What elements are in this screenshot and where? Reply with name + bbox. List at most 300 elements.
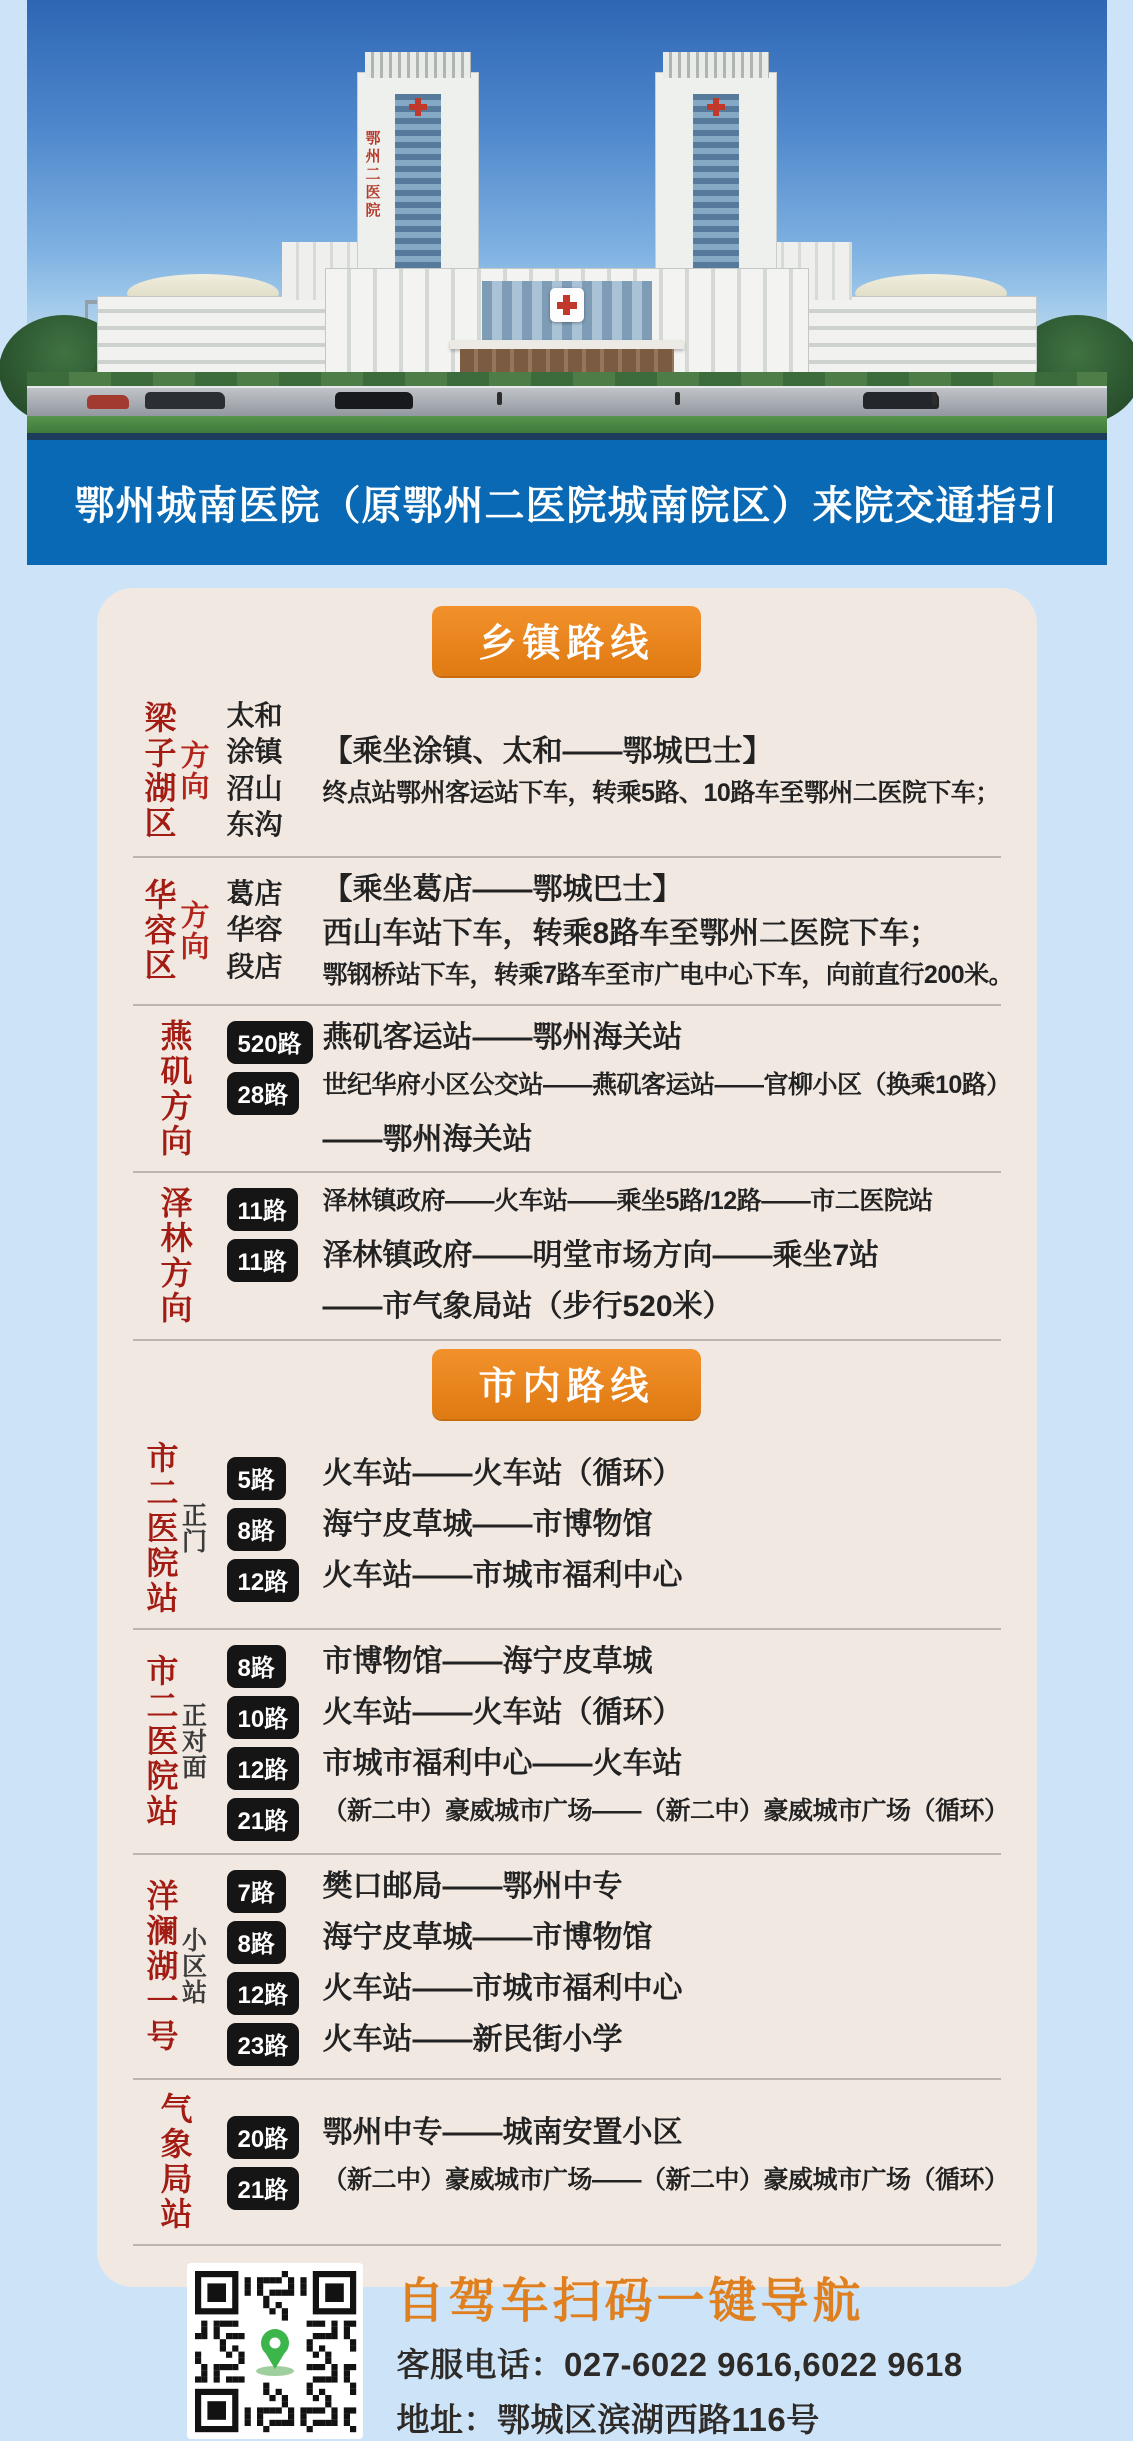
- route-text: [323, 1018, 683, 1058]
- tower-crown: [663, 52, 769, 78]
- text-segment: 、: [679, 779, 704, 807]
- route-rows: [227, 1185, 1011, 1327]
- route-row: [227, 1642, 1011, 1688]
- qr-module: [319, 2364, 325, 2370]
- footer-title: 自驾车扫码一键导航: [397, 2262, 963, 2331]
- qr-module: [325, 2284, 344, 2303]
- qr-module: [325, 2377, 331, 2383]
- tower-sign-text: 鄂州二医院: [362, 130, 383, 220]
- qr-module: [263, 2296, 269, 2302]
- qr-module: [306, 2346, 312, 2352]
- route-number: 8路: [593, 917, 640, 950]
- badge-cell: [227, 1018, 323, 1064]
- route-badge: 28路: [227, 1072, 300, 1115]
- route-row: [227, 1556, 1011, 1602]
- qr-module: [201, 2327, 207, 2333]
- route-text: [323, 1693, 683, 1733]
- qr-module: [343, 2364, 349, 2370]
- route-text: [323, 1069, 1011, 1102]
- qr-module: [325, 2352, 331, 2358]
- qr-module: [238, 2352, 244, 2358]
- qr-module: [350, 2364, 356, 2370]
- qr-module: [213, 2321, 219, 2327]
- text-segment: 鄂州中专——城南安置小区: [323, 2116, 683, 2149]
- qr-module: [269, 2420, 275, 2426]
- qr-module: [281, 2395, 287, 2401]
- qr-module: [269, 2395, 275, 2401]
- text-segment: 西山车站下车，转乘: [323, 917, 593, 950]
- qr-module: [331, 2333, 337, 2339]
- divider: [133, 2244, 1001, 2246]
- badge-cell: [227, 1642, 323, 1688]
- qr-module: [275, 2408, 281, 2414]
- route-badge: 11路: [227, 1239, 298, 1282]
- route-text: [323, 1120, 533, 1160]
- location-label: 洋澜湖一号: [145, 1879, 177, 2054]
- qr-module: [306, 2364, 312, 2370]
- qr-module: [257, 2414, 263, 2420]
- route-badge: 8路: [227, 1645, 286, 1688]
- qr-module: [219, 2364, 225, 2370]
- qr-module: [312, 2420, 318, 2426]
- divider: [133, 1853, 1001, 1855]
- route-text: [323, 959, 1014, 992]
- qr-module: [331, 2420, 337, 2426]
- badge-cell: [227, 1556, 323, 1602]
- route-text: [323, 777, 1000, 810]
- qr-module: [319, 2408, 325, 2414]
- qr-module: [201, 2321, 207, 2327]
- divider: [133, 1628, 1001, 1630]
- destination-label: 段店: [227, 949, 323, 985]
- qr-module: [219, 2321, 225, 2327]
- direction-label: 正对面: [180, 1702, 205, 1780]
- qr-module: [226, 2352, 232, 2358]
- destination-label: 葛店: [227, 876, 323, 912]
- route-row: [227, 1454, 1011, 1500]
- qr-module: [195, 2333, 201, 2339]
- label-zone: [123, 701, 227, 841]
- qr-module: [232, 2377, 238, 2383]
- text-segment: （新二中）豪威城市广场——（新二中）豪威城市广场（循环）: [323, 1797, 1009, 1825]
- location-label: 市二医院站: [145, 1441, 177, 1616]
- red-cross-icon: [409, 98, 427, 116]
- qr-module: [263, 2302, 269, 2308]
- route-block: [123, 1173, 1011, 1339]
- direction-label: 正门: [180, 1502, 205, 1554]
- qr-module: [350, 2321, 356, 2327]
- text-segment: 世纪华府小区公交站——燕矶客运站——官柳小区（换乘10路）: [323, 1071, 1011, 1099]
- label-zone: [123, 1186, 227, 1326]
- route-row: [227, 2020, 1011, 2066]
- qr-module: [306, 2408, 312, 2414]
- route-text: [323, 870, 683, 910]
- qr-module: [288, 2290, 294, 2296]
- route-block: [123, 1855, 1011, 2078]
- qr-module: [281, 2271, 287, 2277]
- qr-module: [226, 2377, 232, 2383]
- qr-module: [213, 2327, 219, 2333]
- divider: [133, 1171, 1001, 1173]
- text-segment: ——鄂州海关站: [323, 1123, 533, 1156]
- qr-module: [263, 2278, 269, 2284]
- badge-cell: [227, 1120, 323, 1123]
- text-segment: 海宁皮草城——市博物馆: [323, 1921, 653, 1954]
- qr-module: [213, 2371, 219, 2377]
- route-number: 【乘坐涂镇、太和——鄂城巴士】: [323, 735, 773, 768]
- route-text: [323, 1287, 733, 1327]
- qr-module: [281, 2290, 287, 2296]
- car: [145, 392, 225, 409]
- text-segment: 火车站——火车站（循环）: [323, 1457, 683, 1490]
- qr-module: [195, 2358, 201, 2364]
- qr-module: [232, 2364, 238, 2370]
- qr-module: [281, 2309, 287, 2315]
- route-row: [227, 1287, 1011, 1327]
- text-segment: 鄂钢桥站下车，转乘: [323, 961, 544, 989]
- text-segment: 泽林镇政府——火车站——乘坐: [323, 1187, 666, 1215]
- badge-cell: [227, 1069, 323, 1115]
- route-row: [227, 1505, 1011, 1551]
- route-block: [123, 1630, 1011, 1853]
- qr-module: [232, 2333, 238, 2339]
- qr-module: [219, 2340, 225, 2346]
- qr-module: [343, 2377, 349, 2383]
- qr-module: [226, 2333, 232, 2339]
- qr-module: [226, 2321, 232, 2327]
- qr-module: [257, 2290, 263, 2296]
- qr-code: [187, 2263, 363, 2439]
- qr-module: [300, 2408, 306, 2414]
- route-rows: [323, 732, 1011, 810]
- route-text: [323, 1185, 933, 1218]
- qr-module: [319, 2420, 325, 2426]
- text-segment: 车至市广电中心下车，向前直行200米。: [581, 961, 1013, 989]
- route-row: [227, 1867, 1011, 1913]
- qr-module: [263, 2426, 269, 2432]
- qr-module: [213, 2333, 219, 2339]
- qr-module: [312, 2321, 318, 2327]
- qr-module: [257, 2278, 263, 2284]
- route-badge: 10路: [227, 1696, 300, 1739]
- route-text: [323, 1236, 880, 1276]
- qr-module: [201, 2364, 207, 2370]
- route-number: 【乘坐葛店——鄂城巴士】: [323, 873, 683, 906]
- qr-module: [275, 2290, 281, 2296]
- badge-cell: [227, 1454, 323, 1500]
- qr-module: [319, 2333, 325, 2339]
- route-text: [323, 2113, 683, 2153]
- route-row: [227, 1969, 1011, 2015]
- route-row: [227, 1236, 1011, 1282]
- red-cross-icon: [550, 288, 584, 322]
- qr-module: [238, 2358, 244, 2364]
- route-row: [323, 732, 1011, 772]
- qr-module: [350, 2408, 356, 2414]
- badge-cell: [227, 1693, 323, 1739]
- tower-crown: [365, 52, 471, 78]
- location-label: 市二医院站: [145, 1654, 177, 1829]
- route-row: [227, 1069, 1011, 1115]
- destination-label: 太和: [227, 698, 323, 734]
- qr-module: [343, 2333, 349, 2339]
- route-badge: 20路: [227, 2116, 300, 2159]
- qr-module: [325, 2395, 331, 2401]
- qr-module: [312, 2408, 318, 2414]
- qr-module: [343, 2371, 349, 2377]
- route-row: [227, 1693, 1011, 1739]
- divider: [133, 856, 1001, 858]
- text-segment: 车至鄂州二医院下车；: [639, 917, 939, 950]
- location-label: 梁子湖区: [143, 701, 175, 841]
- pedestrian: [497, 392, 502, 405]
- qr-module: [213, 2377, 219, 2383]
- hospital-podium: [325, 268, 809, 386]
- qr-module: [343, 2408, 349, 2414]
- destination-list: [227, 698, 323, 844]
- route-badge: 8路: [227, 1921, 286, 1964]
- qr-module: [288, 2408, 294, 2414]
- destination-label: 沼山: [227, 771, 323, 807]
- entrance-canopy: [450, 340, 684, 349]
- route-text: [323, 1505, 653, 1545]
- qr-module: [238, 2333, 244, 2339]
- qr-module: [306, 2340, 312, 2346]
- qr-module: [350, 2383, 356, 2389]
- route-block: [123, 1006, 1011, 1172]
- location-label: 燕矶方向: [159, 1019, 191, 1159]
- qr-module: [269, 2290, 275, 2296]
- destination-label: 东沟: [227, 807, 323, 843]
- route-text: [323, 2164, 1009, 2197]
- route-row: [323, 777, 1011, 810]
- qr-module: [257, 2284, 263, 2290]
- route-badge: 21路: [227, 1798, 300, 1841]
- text-segment: ——市二医院站: [761, 1187, 933, 1215]
- qr-module: [300, 2290, 306, 2296]
- route-row: [227, 2113, 1011, 2159]
- qr-module: [343, 2420, 349, 2426]
- qr-module: [325, 2420, 331, 2426]
- text-segment: 海宁皮草城——市博物馆: [323, 1508, 653, 1541]
- qr-module: [269, 2278, 275, 2284]
- qr-module: [306, 2321, 312, 2327]
- badge-cell: [227, 1236, 323, 1282]
- qr-module: [312, 2395, 318, 2401]
- text-segment: 火车站——市城市福利中心: [323, 1559, 683, 1592]
- qr-module: [331, 2377, 337, 2383]
- qr-module: [207, 2402, 226, 2421]
- qr-module: [244, 2408, 250, 2414]
- route-block: [123, 858, 1011, 1004]
- text-segment: 燕矶客运站——鄂州海关站: [323, 1021, 683, 1054]
- qr-module: [319, 2377, 325, 2383]
- route-text: [323, 1918, 653, 1958]
- qr-module: [238, 2377, 244, 2383]
- route-badge: 23路: [227, 2023, 300, 2066]
- qr-module: [263, 2383, 269, 2389]
- direction-label: 方向: [178, 900, 207, 962]
- text-segment: 终点站鄂州客运站下车，转乘: [323, 779, 642, 807]
- car: [335, 392, 413, 409]
- label-zone: [123, 1654, 227, 1829]
- route-row: [227, 1120, 1011, 1160]
- qr-module: [343, 2321, 349, 2327]
- qr-module: [312, 2377, 318, 2383]
- qr-module: [331, 2364, 337, 2370]
- qr-module: [350, 2389, 356, 2395]
- label-zone: [123, 2092, 227, 2232]
- location-label: 泽林方向: [159, 1186, 191, 1326]
- qr-module: [244, 2290, 250, 2296]
- pedestrian: [932, 392, 937, 405]
- route-text: [323, 1867, 623, 1907]
- badge-cell: [227, 1918, 323, 1964]
- qr-module: [213, 2364, 219, 2370]
- text-segment: （新二中）豪威城市广场——（新二中）豪威城市广场（循环）: [323, 2166, 1009, 2194]
- footer-text: [397, 2262, 963, 2441]
- badge-cell: [227, 2113, 323, 2159]
- text-segment: 樊口邮局——鄂州中专: [323, 1870, 623, 1903]
- badge-cell: [227, 2164, 323, 2210]
- text-segment: 火车站——火车站（循环）: [323, 1696, 683, 1729]
- route-row: [323, 914, 1011, 954]
- divider: [133, 1339, 1001, 1341]
- qr-module: [195, 2352, 201, 2358]
- section-header: 市内路线: [432, 1349, 700, 1419]
- route-badge: 21路: [227, 2167, 300, 2210]
- route-text: [323, 1454, 683, 1494]
- route-rows: [227, 2113, 1011, 2210]
- qr-module: [244, 2278, 250, 2284]
- qr-module: [288, 2420, 294, 2426]
- address-line: 地址：鄂城区滨湖西路116号: [397, 2394, 963, 2441]
- qr-module: [257, 2420, 263, 2426]
- label-zone: [123, 1441, 227, 1616]
- qr-module: [325, 2402, 331, 2408]
- qr-module: [331, 2321, 337, 2327]
- route-number: 5路: [641, 779, 679, 807]
- qr-module: [306, 2426, 312, 2432]
- qr-module: [263, 2408, 269, 2414]
- qr-module: [244, 2284, 250, 2290]
- pedestrian: [675, 392, 680, 405]
- grass-strip: [27, 416, 1107, 433]
- qr-module: [312, 2364, 318, 2370]
- text-segment: 市城市福利中心——火车站: [323, 1747, 683, 1780]
- route-rows: [227, 1867, 1011, 2066]
- route-block: [123, 686, 1011, 856]
- route-block: [123, 1429, 1011, 1628]
- route-row: [227, 1918, 1011, 1964]
- text-segment: 车至鄂州二医院下车；: [755, 779, 1000, 807]
- route-badge: 8路: [227, 1508, 286, 1551]
- route-rows: [227, 1454, 1011, 1602]
- qr-module: [281, 2402, 287, 2408]
- location-pin-icon: [269, 2338, 280, 2349]
- text-segment: ——市气象局站（步行520米）: [323, 1290, 733, 1323]
- qr-module: [201, 2377, 207, 2383]
- qr-module: [343, 2414, 349, 2420]
- qr-module: [232, 2321, 238, 2327]
- qr-module: [331, 2371, 337, 2377]
- badge-cell: [227, 1287, 323, 1290]
- route-row: [227, 1795, 1011, 1841]
- qr-module: [263, 2389, 269, 2395]
- qr-module: [306, 2389, 312, 2395]
- divider: [133, 2078, 1001, 2080]
- qr-module: [319, 2389, 325, 2395]
- qr-module: [232, 2346, 238, 2352]
- qr-module: [275, 2389, 281, 2395]
- qr-module: [300, 2278, 306, 2284]
- qr-module: [300, 2414, 306, 2420]
- route-badge: 5路: [227, 1457, 286, 1500]
- qr-module: [331, 2327, 337, 2333]
- route-badge: 12路: [227, 1972, 300, 2015]
- route-text: [323, 1556, 683, 1596]
- qr-module: [350, 2340, 356, 2346]
- title-banner: [27, 433, 1107, 565]
- hospital-photo: [27, 0, 1107, 433]
- route-badge: 11路: [227, 1188, 298, 1231]
- route-badge: 12路: [227, 1559, 300, 1602]
- route-badge: 520路: [227, 1021, 313, 1064]
- footer: [123, 2246, 1011, 2441]
- text-segment: 泽林镇政府——明堂市场方向——乘坐7站: [323, 1239, 880, 1272]
- route-row: [227, 2164, 1011, 2210]
- qr-module: [325, 2358, 331, 2364]
- phone-line: 客服电话：027-6022 9616,6022 9618: [397, 2339, 963, 2386]
- qr-module: [257, 2408, 263, 2414]
- qr-module: [300, 2284, 306, 2290]
- qr-module: [281, 2420, 287, 2426]
- qr-module: [207, 2284, 226, 2303]
- qr-module: [244, 2420, 250, 2426]
- qr-module: [269, 2309, 275, 2315]
- qr-module: [226, 2364, 232, 2370]
- qr-module: [288, 2414, 294, 2420]
- direction-label: 小区站: [180, 1927, 205, 2005]
- qr-module: [350, 2346, 356, 2352]
- qr-module: [325, 2333, 331, 2339]
- hedge: [27, 372, 1107, 386]
- routes-card: [97, 588, 1037, 2287]
- label-zone: [123, 878, 227, 983]
- route-list: [123, 606, 1011, 2246]
- route-row: [227, 1744, 1011, 1790]
- route-number: 5路/12路: [666, 1187, 762, 1215]
- qr-module: [275, 2278, 281, 2284]
- qr-module: [312, 2333, 318, 2339]
- route-text: [323, 1642, 653, 1682]
- car: [87, 395, 129, 409]
- hospital-transport-poster: [27, 0, 1107, 2319]
- qr-module: [201, 2333, 207, 2339]
- route-text: [323, 2020, 623, 2060]
- qr-module: [343, 2327, 349, 2333]
- badge-cell: [227, 1795, 323, 1841]
- qr-module: [350, 2426, 356, 2432]
- badge-cell: [227, 1744, 323, 1790]
- badge-cell: [227, 2020, 323, 2066]
- badge-cell: [227, 1505, 323, 1551]
- route-text: [323, 732, 773, 772]
- red-cross-icon: [707, 98, 725, 116]
- destination-label: 涂镇: [227, 734, 323, 770]
- qr-module: [300, 2420, 306, 2426]
- qr-module: [288, 2284, 294, 2290]
